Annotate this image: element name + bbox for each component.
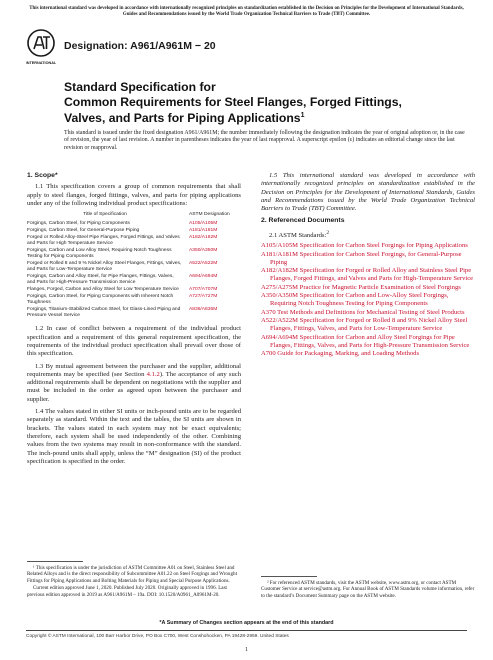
reference-link[interactable]: A700 Guide for Packaging, Marking, and Loading Methods	[261, 350, 420, 358]
scope-1-3-text-a: 1.3 By mutual agreement between the purchaser and the supplier, additional requirements may be specified (see Section	[27, 362, 241, 378]
spec-designation-link[interactable]: A522/A522M	[189, 261, 218, 267]
referenced-documents-heading: 2. Referenced Documents	[261, 217, 345, 225]
reference-link[interactable]: A182/A182M Specification for Forged or Rolled Alloy and Stainless Steel Pipe Flanges, Forged Fittings, and Valves and Parts for High-Temperature Service	[261, 267, 474, 283]
footnote-1: ¹ This specification is under the jurisdiction of ASTM Committee A01 on Steel, Stainless Steel and Related Alloys and is the direct responsibility of Subcommittee A01.22 on Steel Forgings and Wrought Fittings for Piping Applications and Bolting Materials for Piping and Special Purpose Applications.	[27, 565, 237, 584]
reference-link[interactable]: A350/A350M Specification for Carbon and Low-Alloy Steel Forgings, Requiring Notch Toughness Testing for Piping Components	[261, 292, 449, 308]
scope-1-1: 1.1 This specification covers a group of common requirements that shall apply to steel flanges, forged fittings, valves, and parts for piping applications under any of the following individual product specifications:	[27, 183, 241, 207]
footnote-2: ² For referenced ASTM standards, visit the ASTM website, www.astm.org, or contact ASTM Customer Service at service@astm.org. For Annual Book of ASTM Standards volume information, refer to the standard’s Document Summary page on the ASTM website.	[261, 580, 475, 599]
scope-heading: 1. Scope*	[27, 172, 58, 179]
table-row	[27, 294, 241, 307]
specification-table-header	[27, 212, 241, 221]
header-title-of-specification: Title of Specification	[83, 212, 127, 218]
copyright-line: Copyright © ASTM International, 100 Barr Harbor Drive, PO Box C700, West Conshohocken, PA 19428-2959. United States	[26, 634, 289, 639]
document-title	[64, 80, 444, 126]
spec-designation-link[interactable]: A727/A727M	[189, 294, 218, 300]
scope-1-3-text-b: ). The acceptance of any such additional requirements shall be dependent on negotiations with the supplier and must be included in the order as agreed upon between the purchaser and supplier.	[27, 370, 241, 403]
footnote-divider	[261, 576, 317, 577]
table-row	[27, 307, 241, 320]
logo-text: INTERNATIONAL	[26, 61, 56, 65]
designation: Designation: A961/A961M − 20	[64, 40, 216, 52]
spec-designation-link[interactable]: A105/A105M	[189, 221, 218, 227]
table-row	[27, 235, 241, 248]
spec-title: Forgings, Carbon and Low Alloy Steel, Requiring Notch Toughness Testing for Piping Components	[27, 248, 172, 260]
section-4-1-2-link[interactable]: 4.1.2	[146, 370, 160, 378]
right-column	[261, 172, 475, 358]
spec-designation-link[interactable]: A181/A181M	[189, 228, 218, 234]
summary-of-changes-note: *A Summary of Changes section appears at the end of this standard	[159, 620, 334, 626]
reference-link[interactable]: A522/A522M Specification for Forged or Rolled 8 and 9% Nickel Alloy Steel Flanges, Fittings, Valves, and Parts for Low-Temperature Service	[261, 316, 468, 333]
scope-1-4: 1.4 The values stated in either SI units or inch-pound units are to be regarded separately as standard. Within the text and the tables, the SI units are shown in brackets. The values stated in each system may not be exact equivalents; therefore, each system shall be used independently of the other. Combining values from the two systems may result in non-conformance with the standard. The inch-pound units shall apply, unless the “M” designation (SI) of the product specification is specified in the order.	[27, 408, 241, 465]
header-astm-designation: ASTM Designation	[189, 212, 230, 218]
scope-1-2: 1.2 In case of conflict between a requirement of the individual product specification and a requirement of this general requirement specification, the requirements of the individual product specification shall prevail over those of this specification.	[27, 325, 241, 358]
astm-standards-label: 2.1 ASTM Standards:	[269, 231, 327, 239]
spec-title: Forgings, Carbon Steel, for General-Purpose Piping	[27, 228, 140, 234]
footnotes-right	[261, 576, 475, 600]
spec-title: Forgings, Carbon Steel, for Piping Components	[27, 221, 130, 227]
astm-logo-icon	[26, 28, 56, 74]
table-row	[27, 261, 241, 274]
spec-designation-link[interactable]: A694/A694M	[189, 274, 218, 280]
title-line-3-text: Valves, and Parts for Piping Applications	[64, 111, 301, 126]
left-column	[27, 172, 241, 466]
reference-link[interactable]: A181/A181M Specification for Carbon Steel Forgings, for General-Purpose Piping	[261, 250, 462, 266]
footnotes-left	[27, 561, 241, 599]
copyright-divider	[26, 630, 467, 631]
spec-title: Forgings, Carbon Steel, for Piping Components with Inherent Notch Toughness	[27, 294, 174, 306]
spec-designation-link[interactable]: A350/A350M	[189, 248, 218, 254]
page-number: 1	[245, 647, 248, 653]
title-footnote-marker: 1	[300, 112, 305, 120]
table-row	[27, 274, 241, 287]
reference-link[interactable]: A105/A105M Specification for Carbon Steel Forgings for Piping Applications	[261, 242, 468, 250]
specification-table	[27, 212, 241, 320]
spec-designation-link[interactable]: A836/A836M	[189, 307, 218, 313]
reference-link[interactable]: A275/A275M Practice for Magnetic Particle Examination of Steel Forgings	[261, 283, 461, 291]
scope-1-3	[27, 363, 241, 404]
spec-title: Forgings, Titanium-Stabilized Carbon Steel, for Glass-Lined Piping and Pressure Vessel Service	[27, 307, 181, 319]
title-line-2: Common Requirements for Steel Flanges, Forged Fittings,	[64, 94, 402, 109]
spec-title: Forged or Rolled Alloy-Steel Pipe Flanges, Forged Fittings, and Valves and Parts for High Temperature Service	[27, 235, 180, 247]
spec-designation-link[interactable]: A182/A182M	[189, 235, 218, 241]
spec-designation-link[interactable]: A707/A707M	[189, 287, 218, 293]
reference-link[interactable]: A694/A694M Specification for Carbon and Alloy Steel Forgings for Pipe Flanges, Fittings, Valves, and Parts for High-Pressure Transmission Service	[261, 333, 470, 349]
scope-1-5: 1.5 This international standard was developed in accordance with internationally recognized principles on standardization established in the Decision on Principles for the Development of International Standards, Guides and Recommendations issued by the World Trade Organization Technical Barriers to Trade (TBT) Committee.	[261, 172, 475, 213]
footnote-divider	[27, 561, 83, 562]
spec-title: Forged or Rolled 8 and 9 % Nickel Alloy Steel Flanges, Fittings, Valves, and Parts for Low-Temperature Service	[27, 261, 182, 273]
spec-title: Flanges, Forged, Carbon and Alloy Steel for Low Temperature Service	[27, 287, 179, 293]
footnote-1-edition: Current edition approved June 1, 2020. Published July 2020. Originally approved in 1996. Last previous edition approved in 2019 as A961/A961M – 19a. DOI: 10.1520/A0961_A0961M-20.	[27, 585, 227, 598]
table-row	[27, 248, 241, 261]
spec-title: Forgings, Carbon and Alloy Steel, for Pipe Flanges, Fittings, Valves, and Parts for High-Pressure Transmission Service	[27, 274, 174, 286]
title-line-1: Standard Specification for	[64, 80, 216, 94]
astm-standards-footnote-marker: 2	[326, 229, 330, 236]
reference-link[interactable]: A370 Test Methods and Definitions for Mechanical Testing of Steel Products	[261, 308, 465, 316]
standard-issuance-note: This standard is issued under the fixed designation A961/A961M; the number immediately following the designation indicates the year of original adoption or, in the case of revision, the year of last revision. A number in parentheses indicates the year of last reapproval. A superscript epsilon (ε) indicates an editorial change since the last revision or reapproval.	[64, 130, 465, 151]
astm-standards-subheading	[261, 229, 475, 240]
title-line-3	[64, 109, 444, 126]
international-standard-notice: This international standard was developed in accordance with internationally recognized principles on standardization established in the Decision on Principles for the Development of International Standards, Guides and Recommendations issued by the World Trade Organization Technical Barriers to Trade (TBT) Committee.	[29, 6, 464, 17]
